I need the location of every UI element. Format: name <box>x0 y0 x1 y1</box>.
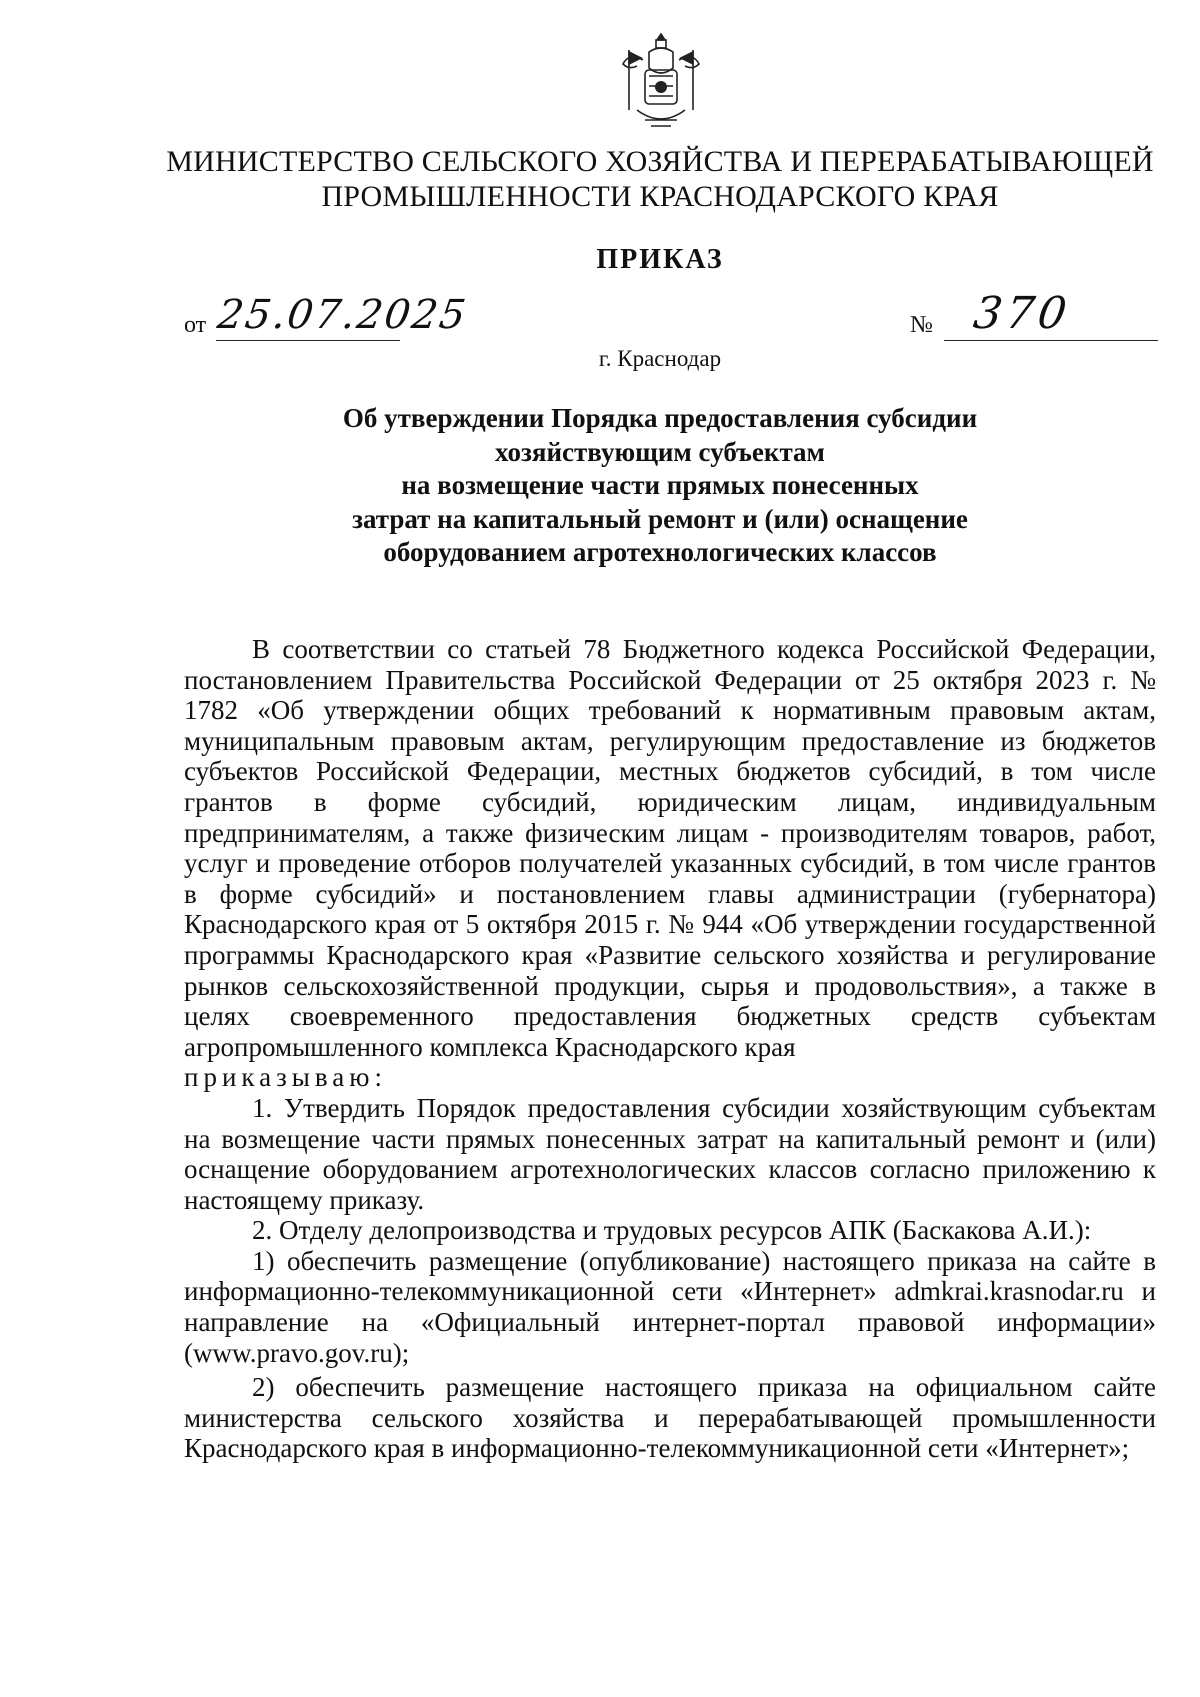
subject-line: на возмещение части прямых понесенных <box>401 470 919 500</box>
ministry-line-2: ПРОМЫШЛЕННОСТИ КРАСНОДАРСКОГО КРАЯ <box>321 180 999 213</box>
subject-line: Об утверждении Порядка предоставления субсидии <box>342 403 978 433</box>
order-subject <box>300 402 1020 570</box>
city: г. Краснодар <box>598 346 722 371</box>
order-date: 25.07.2025 <box>214 292 471 338</box>
ministry-name <box>160 144 1160 214</box>
document-type: ПРИКАЗ <box>596 244 724 275</box>
ministry-line-1: МИНИСТЕРСТВО СЕЛЬСКОГО ХОЗЯЙСТВА И ПЕРЕРАБАТЫВАЮЩЕЙ <box>166 145 1154 178</box>
item-2-1-paragraph: 1) обеспечить размещение (опубликование) настоящего приказа на сайте в информационно-телекоммуникационной сети «Интернет» admkrai.krasnodar.ru и направление на «Официальный интернет-портал правовой информации» (www.pravo.gov.ru); <box>184 1245 1156 1368</box>
order-number: 370 <box>970 288 1074 339</box>
order-body <box>184 634 1156 1464</box>
item-2-paragraph: 2. Отделу делопроизводства и трудовых ресурсов АПК (Баскакова А.И.): <box>252 1215 1092 1246</box>
coat-of-arms-krasnodar-icon <box>615 30 707 134</box>
item-1-paragraph: 1. Утвердить Порядок предоставления субсидии хозяйствующим субъектам на возмещение части прямых понесенных затрат на капитальный ремонт и (или) оснащение оборудованием агротехнологических классов согласно приложению к настоящему приказу. <box>184 1092 1156 1215</box>
order-word: приказываю: <box>184 1062 387 1093</box>
date-underline <box>216 340 400 341</box>
subject-line: затрат на капитальный ремонт и (или) оснащение <box>352 503 968 534</box>
subject-line: хозяйствующим субъектам <box>495 436 825 467</box>
item-2-2-paragraph: 2) обеспечить размещение настоящего приказа на официальном сайте министерства сельского хозяйства и перерабатывающей промышленности Краснодарского края в информационно-телекоммуникационной сети «Интернет»; <box>184 1372 1156 1464</box>
number-underline <box>944 340 1158 341</box>
order-meta-row <box>184 288 1184 352</box>
subject-line: оборудованием агротехнологических классов <box>383 537 937 567</box>
date-prefix: от <box>184 312 207 338</box>
number-prefix: № <box>910 312 933 338</box>
preamble-paragraph: В соответствии со статьей 78 Бюджетного кодекса Российской Федерации, постановлением Правительства Российской Федерации от 25 октября 2023 г. № 1782 «Об утверждении общих требований к нормативным правовым актам, муниципальным правовым актам, регулирующим предоставление из бюджетов субъектов Российской Федерации, местных бюджетов субсидий, в том числе грантов в форме субсидий, юридическим лицам, индивидуальным предпринимателям, а также физическим лицам - производителям товаров, работ, услуг и проведение отборов получателей указанных субсидий, в том числе грантов в форме субсидий» и постановлением главы администрации (губернатора) Краснодарского края от 5 октября 2015 г. № 944 «Об утверждении государственной программы Краснодарского края «Развитие сельского хозяйства и регулирование рынков сельскохозяйственной продукции, сырья и продовольствия», а также в целях своевременного предоставления бюджетных средств субъектам агропромышленного комплекса Краснодарского края <box>184 634 1156 1062</box>
